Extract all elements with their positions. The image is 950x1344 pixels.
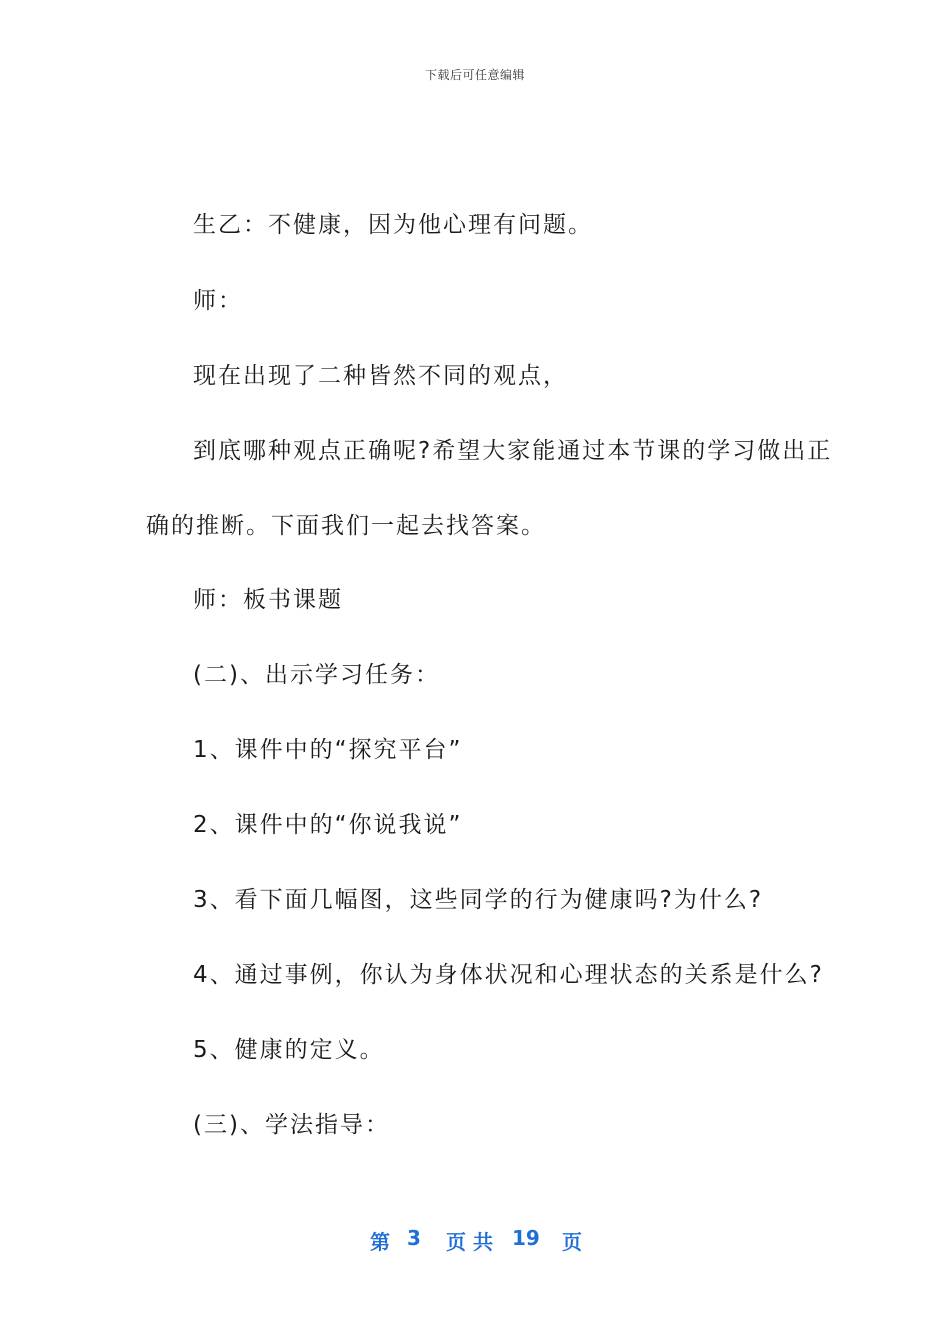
- body-line: 生乙：不健康，因为他心理有问题。: [193, 212, 593, 238]
- body-line: (三)、学法指导：: [193, 1112, 390, 1138]
- body-line: (二)、出示学习任务：: [193, 662, 440, 688]
- body-line: 1、课件中的“探究平台”: [193, 737, 463, 763]
- body-line: 3、看下面几幅图，这些同学的行为健康吗?为什么?: [193, 887, 764, 913]
- footer-page-mid: 页 共: [446, 1230, 493, 1254]
- body-line: 2、课件中的“你说我说”: [193, 812, 463, 838]
- body-line: 师：板书课题: [193, 587, 343, 613]
- body-line: 到底哪种观点正确呢?希望大家能通过本节课的学习做出正: [193, 438, 833, 464]
- body-line: 4、通过事例，你认为身体状况和心理状态的关系是什么?: [193, 962, 824, 988]
- footer-total-pages: 19: [512, 1226, 540, 1250]
- body-line: 5、健康的定义。: [193, 1037, 385, 1063]
- body-line: 师：: [193, 288, 243, 314]
- body-line: 确的推断。下面我们一起去找答案。: [146, 513, 546, 539]
- header-note: 下载后可任意编辑: [424, 68, 525, 82]
- footer-page-suffix: 页: [562, 1230, 582, 1254]
- body-line: 现在出现了二种皆然不同的观点，: [193, 363, 568, 389]
- footer-current-page: 3: [407, 1226, 421, 1250]
- footer-page-prefix: 第: [370, 1230, 390, 1254]
